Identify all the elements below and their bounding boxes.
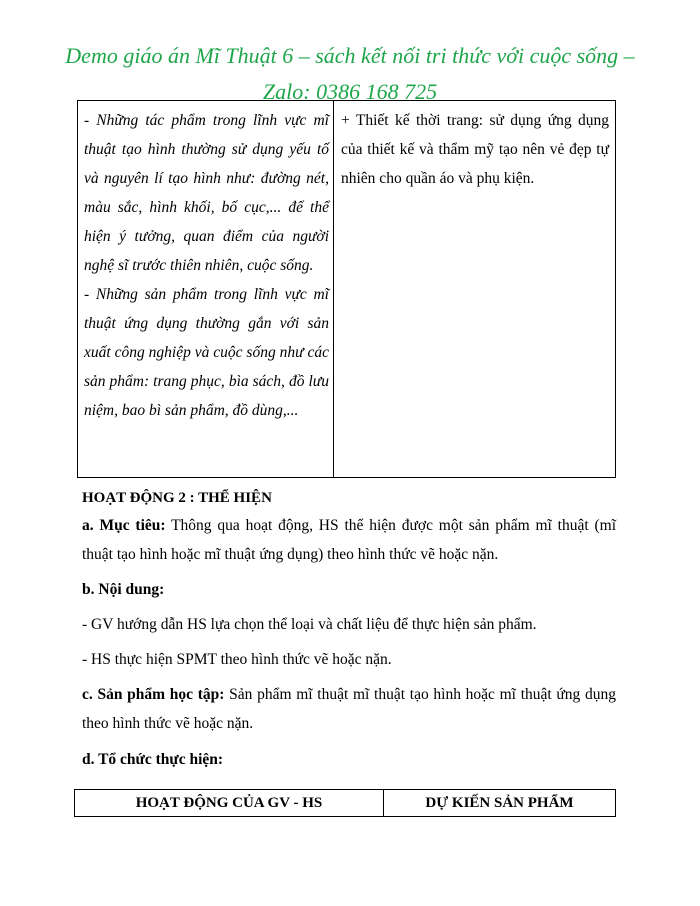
content-heading (82, 575, 616, 604)
table-cell-left (78, 101, 334, 477)
content-label: b. Nội dung: (82, 581, 165, 598)
header-contact: Zalo: 0386 168 725 (262, 79, 438, 104)
table-cell-right (334, 101, 615, 477)
product-label: c. Sản phẩm học tập: (82, 686, 225, 703)
column-header-activity: HOẠT ĐỘNG CỦA GV - HS (75, 790, 384, 816)
objective-paragraph (82, 511, 616, 569)
activity-table-header (74, 789, 616, 817)
right-paragraph-fashion: + Thiết kế thời trang: sử dụng ứng dụng của thiết kế và thẩm mỹ tạo nên vẻ đẹp tự nhiên cho quần áo và phụ kiện. (341, 112, 609, 187)
column-header-expected-product: DỰ KIẾN SẢN PHẨM (425, 794, 574, 811)
objective-label: a. Mục tiêu: (82, 517, 166, 534)
product-text: Sản phẩm mĩ thuật mĩ thuật tạo hình hoặc mĩ thuật ứng dụng theo hình thức vẽ hoặc nặn. (82, 686, 617, 732)
organization-heading (82, 745, 616, 774)
objective-text: Thông qua hoạt động, HS thể hiện được một sản phẩm mĩ thuật (mĩ thuật tạo hình hoặc mĩ thuật ứng dụng) theo hình thức vẽ hoặc nặn. (82, 517, 616, 563)
content-item: - HS thực hiện SPMT theo hình thức vẽ hoặc nặn. (82, 651, 392, 668)
activity-heading: HOẠT ĐỘNG 2 : THỂ HIỆN (82, 490, 272, 506)
section-body (82, 484, 616, 774)
left-paragraph-fine-art: - Những tác phẩm trong lĩnh vực mĩ thuật tạo hình thường sử dụng yếu tố và nguyên lí tạo hình như: đường nét, màu sắc, hình khối, bố cục,... để thể hiện ý tưởng, quan điểm của người nghệ sĩ trước thiên nhiên, cuộc sống. (84, 112, 329, 274)
organization-label: d. Tổ chức thực hiện: (82, 751, 224, 768)
header-title: Demo giáo án Mĩ Thuật 6 – sách kết nối tri thức với cuộc sống – (65, 43, 635, 68)
activity-table-continued (77, 100, 616, 478)
left-paragraph-applied-art: - Những sản phẩm trong lĩnh vực mĩ thuật ứng dụng thường gắn với sản xuất công nghiệp và cuộc sống như các sản phẩm: trang phục, bìa sách, đồ lưu niệm, bao bì sản phẩm, đồ dùng,... (84, 286, 329, 419)
content-item: - GV hướng dẫn HS lựa chọn thể loại và chất liệu để thực hiện sản phẩm. (82, 616, 537, 633)
product-paragraph (82, 680, 616, 738)
